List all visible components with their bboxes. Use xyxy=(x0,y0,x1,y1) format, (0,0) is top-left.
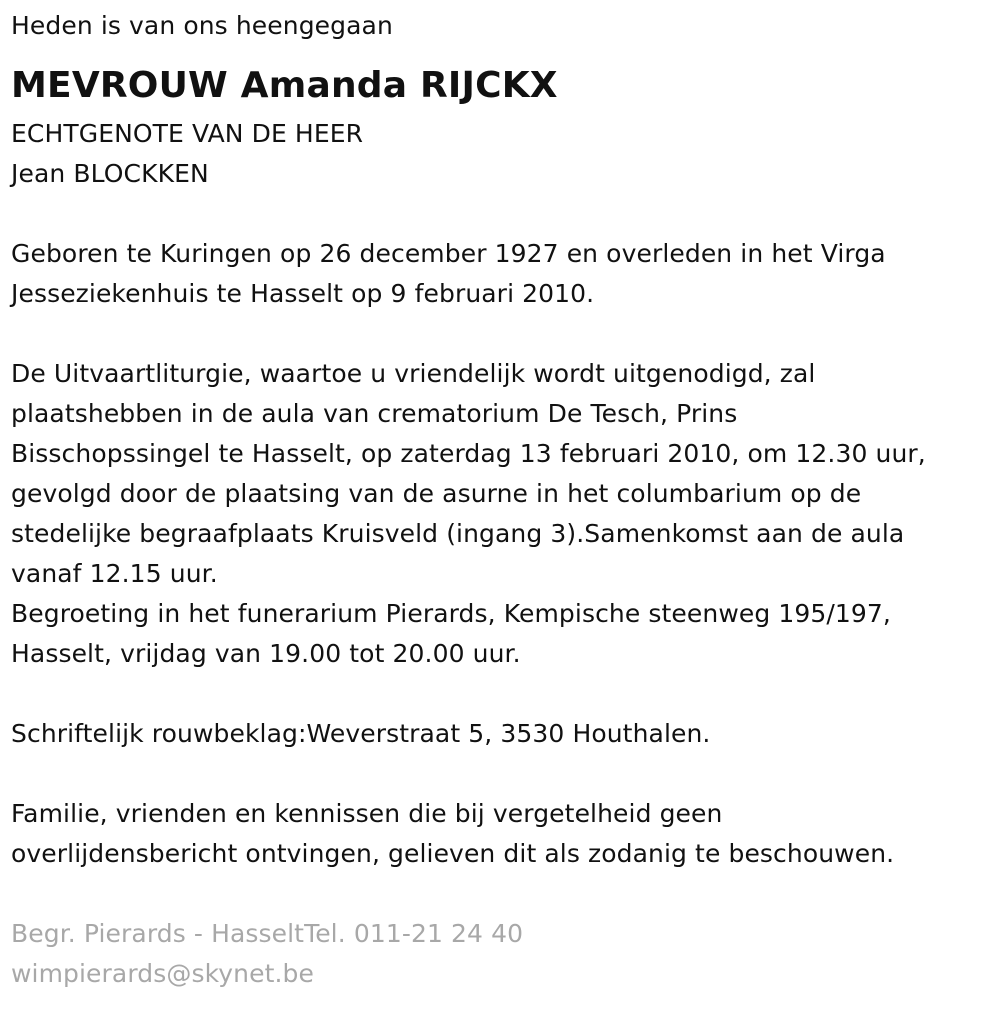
ceremony-line: Begroeting in het funerarium Pierards, Kempische steenweg 195/197, xyxy=(11,599,891,628)
spouse-line: Jean BLOCKKEN xyxy=(11,159,209,188)
birth-death-block xyxy=(11,234,1000,314)
funeral-home-email: wimpierards@skynet.be xyxy=(11,959,315,988)
ceremony-line: De Uitvaartliturgie, waartoe u vriendelijk wordt uitgenodigd, zal xyxy=(11,359,816,388)
ceremony-line: plaatshebben in de aula van crematorium De Tesch, Prins xyxy=(11,399,738,428)
deceased-name: MEVROUW Amanda RIJCKX xyxy=(11,65,558,106)
ceremony-line: gevolgd door de plaatsing van de asurne in het columbarium op de xyxy=(11,479,862,508)
closing-line: overlijdensbericht ontvingen, gelieven dit als zodanig te beschouwen. xyxy=(11,839,895,868)
intro-text: Heden is van ons heengegaan xyxy=(11,11,393,40)
funeral-home-footer xyxy=(11,914,1000,994)
ceremony-block xyxy=(11,354,1000,674)
closing-block xyxy=(11,794,1000,874)
birth-death-line: Jesseziekenhuis te Hasselt op 9 februari 2010. xyxy=(11,279,595,308)
spouse-line: ECHTGENOTE VAN DE HEER xyxy=(11,119,364,148)
ceremony-line: Bisschopssingel te Hasselt, op zaterdag 13 februari 2010, om 12.30 uur, xyxy=(11,439,926,468)
condolence-address: Schriftelijk rouwbeklag:Weverstraat 5, 3530 Houthalen. xyxy=(11,719,711,748)
ceremony-line: vanaf 12.15 uur. xyxy=(11,559,218,588)
closing-line: Familie, vrienden en kennissen die bij vergetelheid geen xyxy=(11,799,723,828)
birth-death-line: Geboren te Kuringen op 26 december 1927 en overleden in het Virga xyxy=(11,239,886,268)
ceremony-line: stedelijke begraafplaats Kruisveld (ingang 3).Samenkomst aan de aula xyxy=(11,519,905,548)
spouse-block xyxy=(11,114,1000,194)
ceremony-line: Hasselt, vrijdag van 19.00 tot 20.00 uur. xyxy=(11,639,521,668)
funeral-home-contact: Begr. Pierards - HasseltTel. 011-21 24 40 xyxy=(11,919,524,948)
